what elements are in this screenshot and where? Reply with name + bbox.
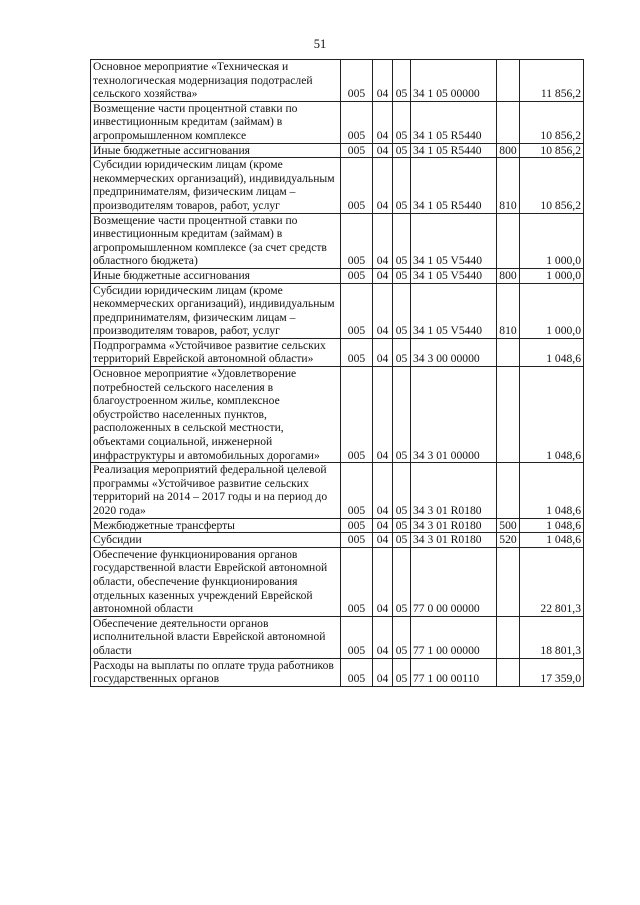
subsection-code: 05 [393,213,411,268]
target-article-code: 34 3 01 R0180 [411,533,497,548]
target-article-code: 34 1 05 R5440 [411,143,497,158]
expense-type-code [497,213,520,268]
amount: 1 048,6 [520,367,584,463]
amount: 1 048,6 [520,533,584,548]
target-article-code: 34 1 05 V5440 [411,283,497,338]
expense-type-code: 810 [497,283,520,338]
amount: 10 856,2 [520,158,584,213]
expense-type-code [497,367,520,463]
table-row [91,367,584,463]
table-row [91,533,584,548]
amount: 10 856,2 [520,101,584,143]
section-code: 04 [373,616,393,658]
target-article-code: 34 3 01 R0180 [411,518,497,533]
row-name: Реализация мероприятий федеральной целевой программы «Устойчивое развитие сельских территорий на 2014 – 2017 годы и на период до 2020 года» [91,463,341,518]
amount: 11 856,2 [520,60,584,102]
table-row [91,143,584,158]
section-code: 04 [373,60,393,102]
ministry-code: 005 [341,101,373,143]
row-name: Субсидии [91,533,341,548]
amount: 17 359,0 [520,658,584,686]
amount: 1 000,0 [520,213,584,268]
section-code: 04 [373,463,393,518]
target-article-code: 34 1 05 R5440 [411,101,497,143]
target-article-code: 34 3 01 00000 [411,367,497,463]
subsection-code: 05 [393,158,411,213]
target-article-code: 34 3 01 R0180 [411,463,497,518]
ministry-code: 005 [341,268,373,283]
table-row [91,518,584,533]
table-row [91,60,584,102]
target-article-code: 34 1 05 V5440 [411,268,497,283]
section-code: 04 [373,283,393,338]
expense-type-code [497,658,520,686]
ministry-code: 005 [341,143,373,158]
subsection-code: 05 [393,518,411,533]
ministry-code: 005 [341,533,373,548]
ministry-code: 005 [341,158,373,213]
target-article-code: 77 1 00 00110 [411,658,497,686]
row-name: Межбюджетные трансферты [91,518,341,533]
section-code: 04 [373,658,393,686]
section-code: 04 [373,143,393,158]
ministry-code: 005 [341,547,373,616]
ministry-code: 005 [341,518,373,533]
section-code: 04 [373,158,393,213]
expense-type-code [497,101,520,143]
target-article-code: 34 1 05 00000 [411,60,497,102]
ministry-code: 005 [341,60,373,102]
table-body [91,60,584,687]
ministry-code: 005 [341,338,373,366]
section-code: 04 [373,533,393,548]
subsection-code: 05 [393,463,411,518]
table-row [91,547,584,616]
subsection-code: 05 [393,367,411,463]
target-article-code: 34 3 00 00000 [411,338,497,366]
subsection-code: 05 [393,658,411,686]
ministry-code: 005 [341,367,373,463]
row-name: Обеспечение функционирования органов государственной власти Еврейской автономной области, обеспечение функционирования отдельных казенных учреждений Еврейской автономной области [91,547,341,616]
section-code: 04 [373,367,393,463]
expense-type-code: 500 [497,518,520,533]
ministry-code: 005 [341,213,373,268]
row-name: Основное мероприятие «Удовлетворение потребностей сельского населения в благоустроенном жилье, комплексное обустройство населенных пунктов, расположенных в сельской местности, объектами социальной, инженерной инфраструктуры и автомобильных дорогами» [91,367,341,463]
row-name: Обеспечение деятельности органов исполнительной власти Еврейской автономной области [91,616,341,658]
expense-type-code: 800 [497,268,520,283]
subsection-code: 05 [393,143,411,158]
table-row [91,158,584,213]
row-name: Возмещение части процентной ставки по инвестиционным кредитам (займам) в агропромышленном комплексе [91,101,341,143]
subsection-code: 05 [393,547,411,616]
table-row [91,268,584,283]
table-row [91,616,584,658]
table-row [91,338,584,366]
row-name: Подпрограмма «Устойчивое развитие сельских территорий Еврейской автономной области» [91,338,341,366]
section-code: 04 [373,518,393,533]
subsection-code: 05 [393,616,411,658]
target-article-code: 34 1 05 R5440 [411,158,497,213]
expense-type-code [497,60,520,102]
row-name: Основное мероприятие «Техническая и технологическая модернизация подотраслей сельского хозяйства» [91,60,341,102]
table-row [91,213,584,268]
subsection-code: 05 [393,60,411,102]
target-article-code: 77 0 00 00000 [411,547,497,616]
section-code: 04 [373,213,393,268]
expense-type-code: 520 [497,533,520,548]
ministry-code: 005 [341,283,373,338]
section-code: 04 [373,268,393,283]
subsection-code: 05 [393,533,411,548]
amount: 1 000,0 [520,268,584,283]
expense-type-code: 810 [497,158,520,213]
row-name: Расходы на выплаты по оплате труда работников государственных органов [91,658,341,686]
table-row [91,101,584,143]
row-name: Иные бюджетные ассигнования [91,143,341,158]
subsection-code: 05 [393,338,411,366]
amount: 22 801,3 [520,547,584,616]
table-row [91,463,584,518]
section-code: 04 [373,547,393,616]
subsection-code: 05 [393,283,411,338]
section-code: 04 [373,338,393,366]
row-name: Субсидии юридическим лицам (кроме некоммерческих организаций), индивидуальным предпринимателям, физическим лицам – производителям товаров, работ, услуг [91,283,341,338]
expense-type-code [497,547,520,616]
expense-type-code [497,463,520,518]
expense-type-code [497,616,520,658]
ministry-code: 005 [341,658,373,686]
budget-table [90,59,584,687]
subsection-code: 05 [393,101,411,143]
row-name: Возмещение части процентной ставки по инвестиционным кредитам (займам) в агропромышленном комплексе (за счет средств областного бюджета) [91,213,341,268]
target-article-code: 77 1 00 00000 [411,616,497,658]
ministry-code: 005 [341,463,373,518]
row-name: Субсидии юридическим лицам (кроме некоммерческих организаций), индивидуальным предпринимателям, физическим лицам – производителям товаров, работ, услуг [91,158,341,213]
amount: 1 000,0 [520,283,584,338]
table-row [91,658,584,686]
amount: 1 048,6 [520,338,584,366]
expense-type-code: 800 [497,143,520,158]
table-row [91,283,584,338]
page-number: 51 [313,37,327,51]
amount: 1 048,6 [520,463,584,518]
subsection-code: 05 [393,268,411,283]
amount: 18 801,3 [520,616,584,658]
ministry-code: 005 [341,616,373,658]
amount: 1 048,6 [520,518,584,533]
target-article-code: 34 1 05 V5440 [411,213,497,268]
amount: 10 856,2 [520,143,584,158]
expense-type-code [497,338,520,366]
section-code: 04 [373,101,393,143]
row-name: Иные бюджетные ассигнования [91,268,341,283]
